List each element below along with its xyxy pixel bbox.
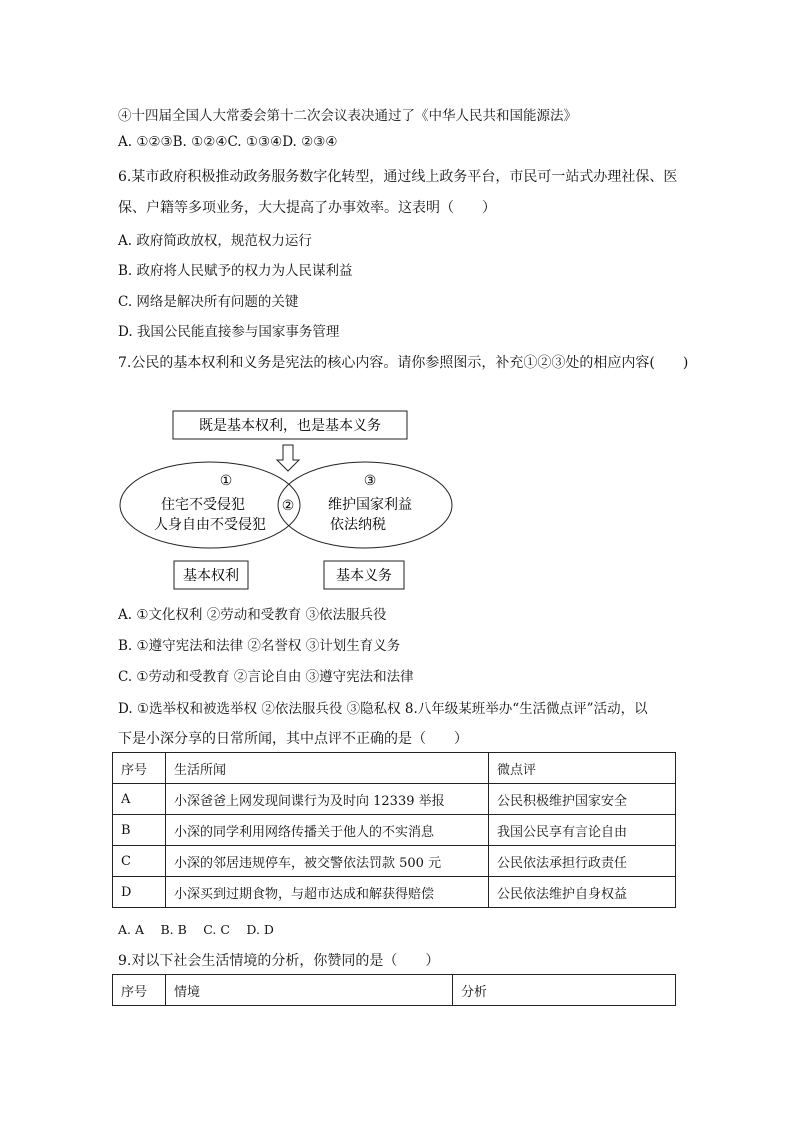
header-cell: 序号 [113, 975, 166, 1006]
header-cell: 生活所闻 [166, 753, 489, 784]
options-q5: A. ①②③B. ①②④C. ①③④D. ②③④ [118, 134, 338, 150]
table-cell: B [113, 815, 166, 846]
table-q9 [112, 974, 676, 1006]
table-row [113, 877, 676, 908]
table-cell: 公民依法承担行政责任 [489, 846, 676, 877]
circle-1: ① [219, 473, 233, 489]
option-7d-question-8: D. ①选举权和被选举权 ②依法服兵役 ③隐私权 8.八年级某班举办“生活微点评”活动，以 [118, 701, 648, 717]
option-7a: A. ①文化权利 ②劳动和受教育 ③依法服兵役 [118, 607, 387, 623]
line-energy-law: ④十四届全国人大常委会第十二次会议表决通过了《中华人民共和国能源法》 [118, 108, 577, 124]
option-7b: B. ①遵守宪法和法律 ②名誉权 ③计划生育义务 [118, 638, 401, 654]
option-7c: C. ①劳动和受教育 ②言论自由 ③遵守宪法和法律 [118, 669, 414, 685]
table-cell: 小深买到过期食物，与超市达成和解获得赔偿 [166, 877, 489, 908]
table-q8 [112, 752, 676, 908]
table-cell: 我国公民享有言论自由 [489, 815, 676, 846]
table-header [113, 753, 676, 784]
table-cell: A [113, 784, 166, 815]
header-cell: 分析 [453, 975, 676, 1006]
rights-item-1: 住宅不受侵犯 [161, 497, 245, 513]
question-6-stem-2: 保、户籍等多项业务，大大提高了办事效率。这表明（ ） [118, 200, 496, 216]
question-7-stem: 7.公民的基本权利和义务是宪法的核心内容。请你参照图示，补充①②③处的相应内容( ) [118, 355, 689, 371]
circle-2: ② [281, 498, 295, 514]
question-6-stem-1: 6.某市政府积极推动政务服务数字化转型，通过线上政务平台，市民可一站式办理社保、医 [118, 169, 678, 185]
table-row [113, 784, 676, 815]
header-cell: 序号 [113, 753, 166, 784]
table-cell: 小深的同学利用网络传播关于他人的不实消息 [166, 815, 489, 846]
rights-label: 基本权利 [183, 568, 239, 584]
top-box-label: 既是基本权利，也是基本义务 [199, 418, 381, 434]
table-row [113, 815, 676, 846]
duties-item-1: 维护国家利益 [328, 497, 412, 513]
rights-duties-diagram [118, 405, 458, 595]
table-cell: C [113, 846, 166, 877]
option-6b: B. 政府将人民赋予的权力为人民谋利益 [118, 263, 353, 279]
rights-item-2: 人身自由不受侵犯 [154, 517, 266, 533]
option-6a: A. 政府简政放权，规范权力运行 [118, 233, 312, 249]
option-6c: C. 网络是解决所有问题的关键 [118, 294, 299, 310]
question-9-stem: 9.对以下社会生活情境的分析，你赞同的是（ ） [118, 953, 440, 969]
table-header [113, 975, 676, 1006]
options-q8: A. A B. B C. C D. D [118, 922, 274, 937]
header-cell: 情境 [166, 975, 453, 1006]
table-cell: 公民积极维护国家安全 [489, 784, 676, 815]
duties-item-2: 依法纳税 [330, 517, 386, 533]
duties-label: 基本义务 [336, 568, 392, 584]
header-cell: 微点评 [489, 753, 676, 784]
table-row [113, 846, 676, 877]
circle-3: ③ [363, 473, 377, 489]
table-cell: 小深爸爸上网发现间谍行为及时向 12339 举报 [166, 784, 489, 815]
table-cell: D [113, 877, 166, 908]
question-8-stem: 下是小深分享的日常所闻，其中点评不正确的是（ ） [118, 731, 468, 747]
table-cell: 小深的邻居违规停车，被交警依法罚款 500 元 [166, 846, 489, 877]
down-arrow-icon [277, 445, 299, 471]
option-6d: D. 我国公民能直接参与国家事务管理 [118, 324, 340, 340]
table-cell: 公民依法维护自身权益 [489, 877, 676, 908]
